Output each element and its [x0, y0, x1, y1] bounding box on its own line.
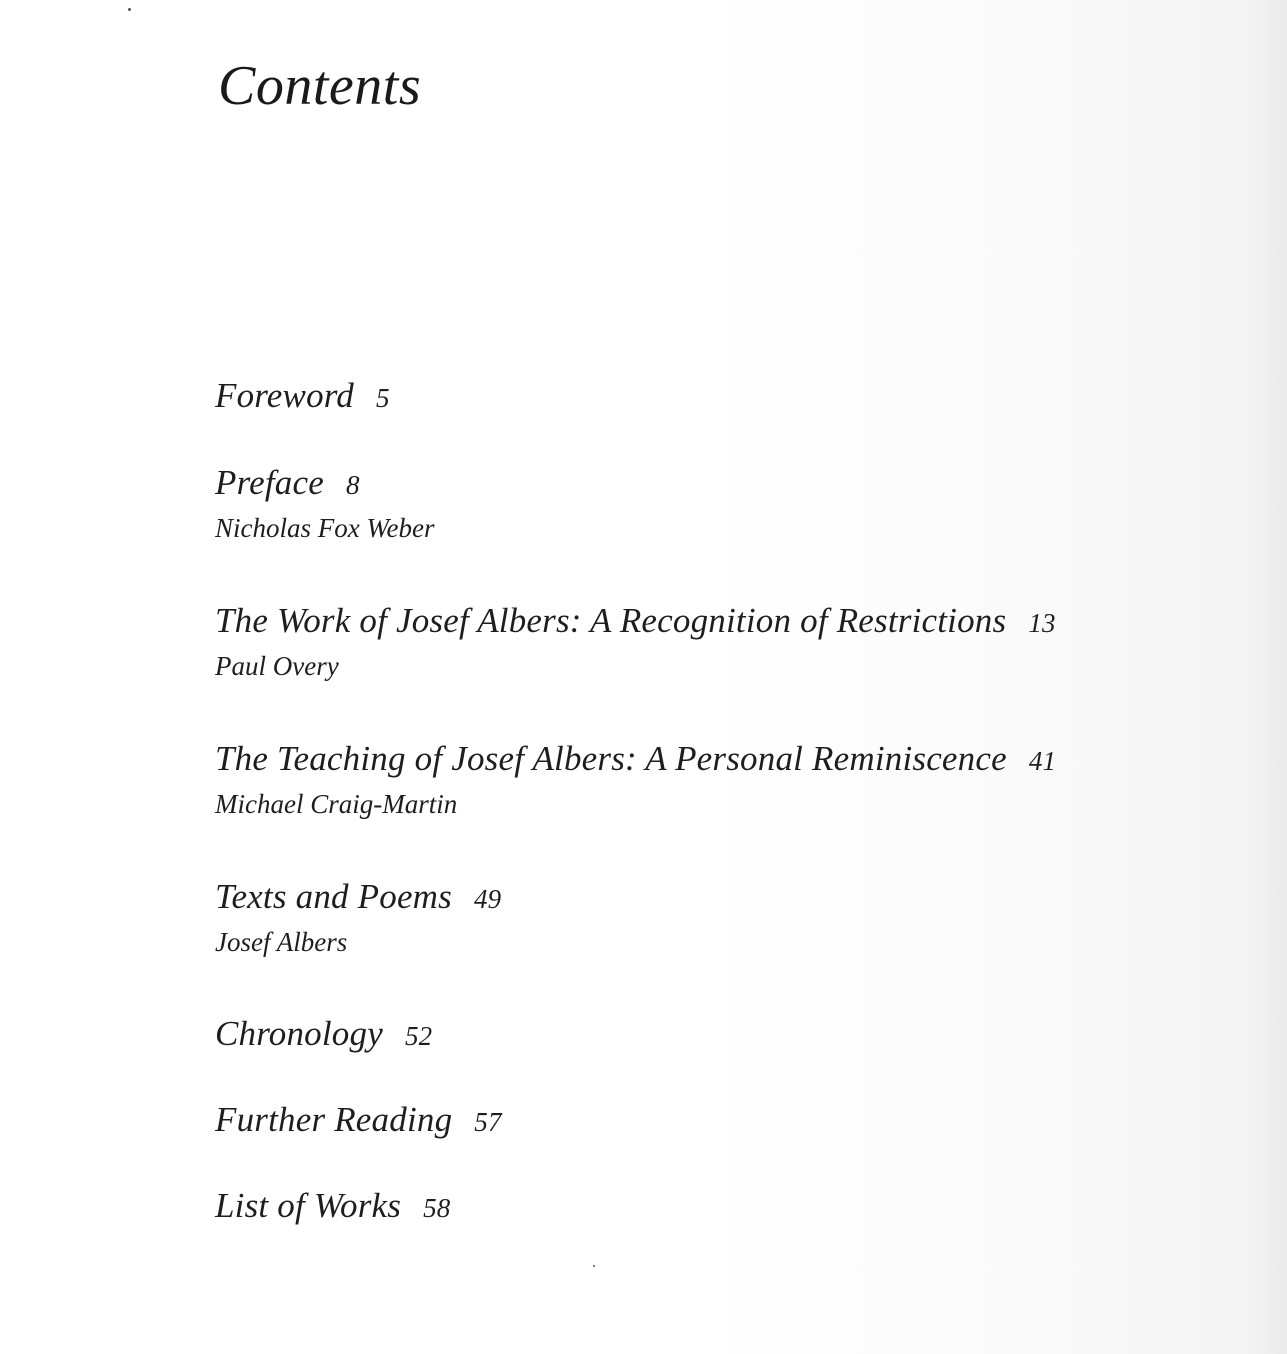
toc-entry-preface [215, 463, 434, 545]
toc-entry-title: List of Works [215, 1186, 402, 1225]
toc-entry-page-number: 41 [1028, 746, 1057, 776]
toc-entry-chronology [215, 1014, 432, 1056]
toc-entry-page-number: 5 [376, 383, 390, 413]
toc-entry-further-reading [215, 1100, 502, 1142]
toc-entry-texts-and-poems [215, 877, 501, 959]
paper-speck [593, 1265, 595, 1267]
toc-entry-author: Nicholas Fox Weber [215, 513, 435, 543]
toc-entry-page-number: 58 [423, 1193, 451, 1223]
toc-entry-title: Texts and Poems [215, 877, 452, 916]
toc-entry-author: Michael Craig-Martin [215, 789, 458, 819]
toc-entry-title-line [215, 376, 390, 418]
page-edge-shadow [1242, 0, 1287, 1354]
toc-entry-title-line [215, 601, 1056, 643]
toc-entry-title-line [215, 463, 434, 505]
toc-entry-teaching-of-josef-albers [215, 739, 1056, 821]
toc-entry-title-line [215, 739, 1056, 781]
toc-entry-title: Further Reading [215, 1100, 453, 1139]
toc-entry-title-line [215, 1186, 450, 1228]
toc-entry-title-line [215, 877, 501, 919]
toc-entry-title-line [215, 1100, 502, 1142]
toc-entry-author: Paul Overy [215, 651, 339, 681]
toc-entry-title: The Teaching of Josef Albers: A Personal Reminiscence [215, 739, 1007, 778]
toc-entry-author: Josef Albers [215, 927, 348, 957]
toc-entry-page-number: 57 [474, 1107, 502, 1137]
toc-entry-page-number: 49 [473, 884, 502, 914]
toc-entry-page-number: 52 [404, 1021, 433, 1051]
toc-entry-title: Preface [215, 463, 324, 502]
toc-entry-list-of-works [215, 1186, 450, 1228]
toc-entry-page-number: 8 [345, 470, 360, 500]
toc-entry-title: The Work of Josef Albers: A Recognition of Restrictions [215, 601, 1007, 640]
toc-entry-title: Foreword [215, 376, 355, 415]
paper-speck [128, 8, 131, 11]
toc-entry-foreword [215, 376, 390, 418]
toc-entry-title: Chronology [215, 1014, 383, 1053]
toc-entry-work-of-josef-albers [215, 601, 1056, 683]
toc-entry-page-number: 13 [1028, 608, 1056, 638]
toc-entry-title-line [215, 1014, 432, 1056]
page-title: Contents [218, 55, 422, 117]
